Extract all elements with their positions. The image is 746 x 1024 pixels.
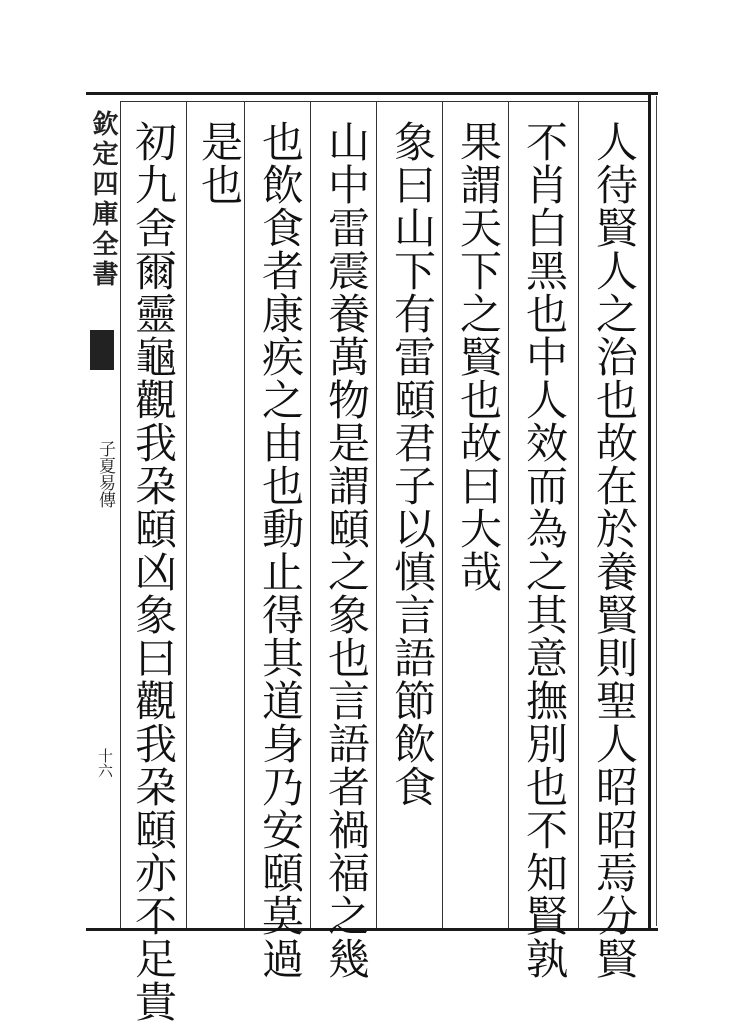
- column-divider: [244, 101, 245, 928]
- book-title: 子夏易傳: [95, 440, 115, 508]
- fishtail-mark: [90, 330, 114, 370]
- text-column-6: 也飲食者康疾之由也動止得其道身乃安頤莫過: [256, 120, 305, 980]
- text-column-5: 山中雷震養萬物是謂頤之象也言語者禍福之幾: [322, 120, 371, 980]
- column-divider: [578, 101, 579, 928]
- text-column-7: 是也: [195, 120, 244, 206]
- text-column-2: 不肖白黑也中人效而為之其意撫別也不知賢孰: [520, 120, 569, 980]
- text-column-8: 初九舍爾靈龜觀我朶頤凶象曰觀我朶頤亦不足貴: [129, 120, 178, 1023]
- column-divider: [442, 101, 443, 928]
- frame-top-border: [86, 92, 658, 95]
- frame-top-inner-border: [120, 101, 648, 102]
- text-column-3: 果謂天下之賢也故曰大哉: [454, 120, 503, 593]
- frame-right-outer-border: [656, 96, 657, 926]
- column-divider: [376, 101, 377, 928]
- column-divider: [508, 101, 509, 928]
- column-divider: [310, 101, 311, 928]
- frame-right-border: [648, 92, 651, 930]
- frame-left-border: [120, 101, 121, 928]
- text-column-1: 人待賢人之治也故在於養賢則聖人昭昭焉分賢: [590, 120, 639, 980]
- page-number: 十六: [96, 748, 114, 778]
- text-column-4: 象曰山下有雷頤君子以慎言語節飲食: [388, 120, 437, 808]
- collection-title: 欽定四庫全書: [88, 110, 118, 290]
- column-divider: [186, 101, 187, 928]
